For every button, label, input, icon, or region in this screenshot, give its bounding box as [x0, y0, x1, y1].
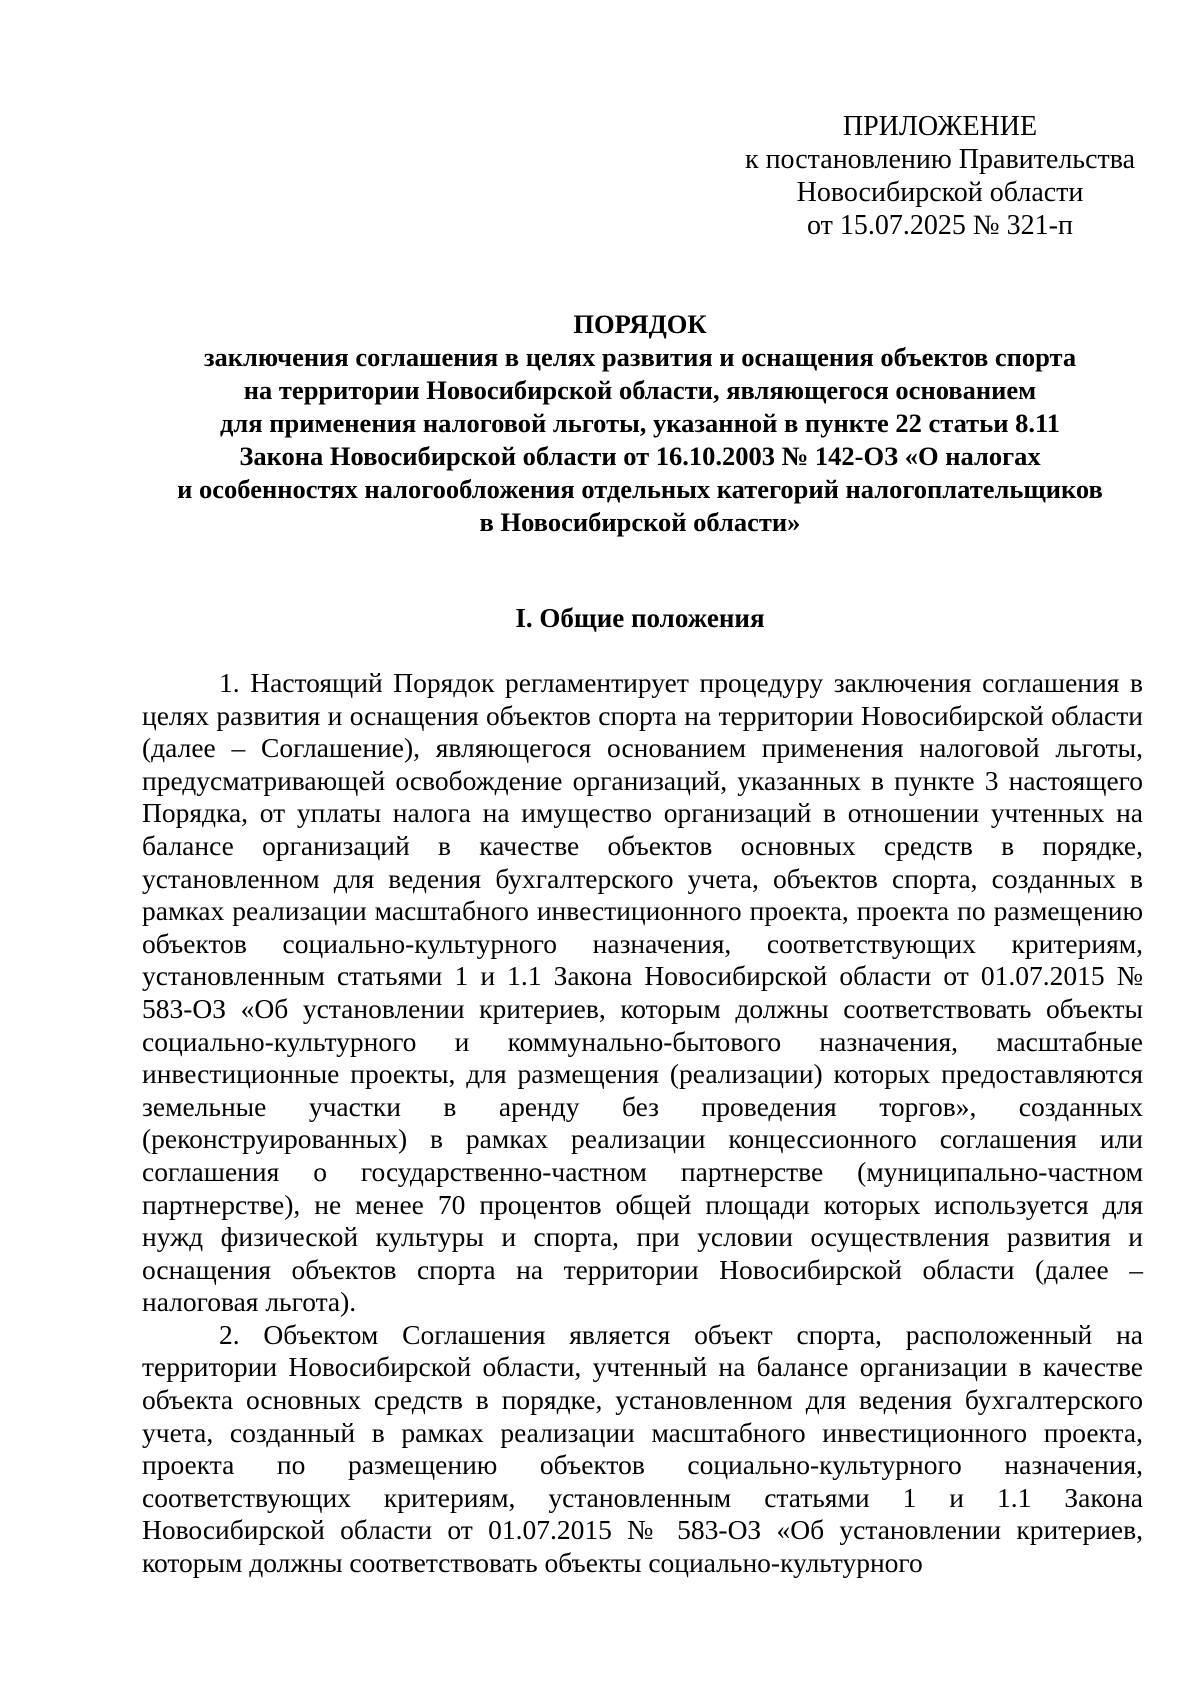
title-line: на территории Новосибирской области, являющегося основанием [243, 375, 1037, 405]
section-heading: I. Общие положения [515, 603, 765, 633]
paragraph-1: 1. Настоящий Порядок регламентирует процедуру заключения соглашения в целях развития и оснащения объектов спорта на территории Новосибирской области (далее – Соглашение), являющегося основанием применения налоговой льготы, предусматривающей освобождение организаций, указанных в пункте 3 настоящего Порядка, от уплаты налога на имущество организаций в отношении учтенных на балансе организаций в качестве объектов основных средств в порядке, установленном для ведения бухгалтерского учета, объектов спорта, созданных в рамках реализации масштабного инвестиционного проекта, проекта по размещению объектов социально-культурного назначения, соответствующих критериям, установленным статьями 1 и 1.1 Закона Новосибирской области от 01.07.2015 № 583-ОЗ «Об установлении критериев, которым должны соответствовать объекты социально-культурного и коммунально-бытового назначения, масштабные инвестиционные проекты, для размещения (реализации) которых предоставляются земельные участки в аренду без проведения торгов», созданных (реконструированных) в рамках реализации концессионного соглашения или соглашения о государственно-частном партнерстве (муниципально-частном партнерстве), не менее 70 процентов общей площади которых используется для нужд физической культуры и спорта, при условии осуществления развития и оснащения объектов спорта на территории Новосибирской области (далее – налоговая льгота). [142, 667, 1143, 1318]
appendix-date-number: от 15.07.2025 № 321-п [807, 210, 1073, 241]
body-text [142, 667, 1143, 1580]
title-heading: ПОРЯДОК [573, 309, 707, 339]
appendix-reference: к постановлению Правительства [744, 144, 1136, 175]
appendix-title: ПРИЛОЖЕНИЕ [842, 111, 1038, 142]
title-line: для применения налоговой льготы, указанной в пункте 22 статьи 8.11 [219, 408, 1061, 438]
title-line: и особенностях налогообложения отдельных категорий налогоплательщиков [177, 474, 1103, 504]
appendix-region: Новосибирской области [796, 177, 1084, 208]
paragraph-2: 2. Объектом Соглашения является объект спорта, расположенный на территории Новосибирской области, учтенный на балансе организации в качестве объекта основных средств в порядке, установленном для ведения бухгалтерского учета, созданный в рамках реализации масштабного инвестиционного проекта, проекта по размещению объектов социально-культурного назначения, соответствующих критериям, установленным статьями 1 и 1.1 Закона Новосибирской области от 01.07.2015 № 583-ОЗ «Об установлении критериев, которым должны соответствовать объекты социально-культурного [142, 1318, 1143, 1579]
appendix-block [740, 110, 1140, 242]
title-line: Закона Новосибирской области от 16.10.2003 № 142-ОЗ «О налогах [239, 441, 1041, 471]
title-line: в Новосибирской области» [479, 507, 801, 537]
document-title [120, 308, 1160, 539]
title-line: заключения соглашения в целях развития и оснащения объектов спорта [203, 342, 1077, 372]
